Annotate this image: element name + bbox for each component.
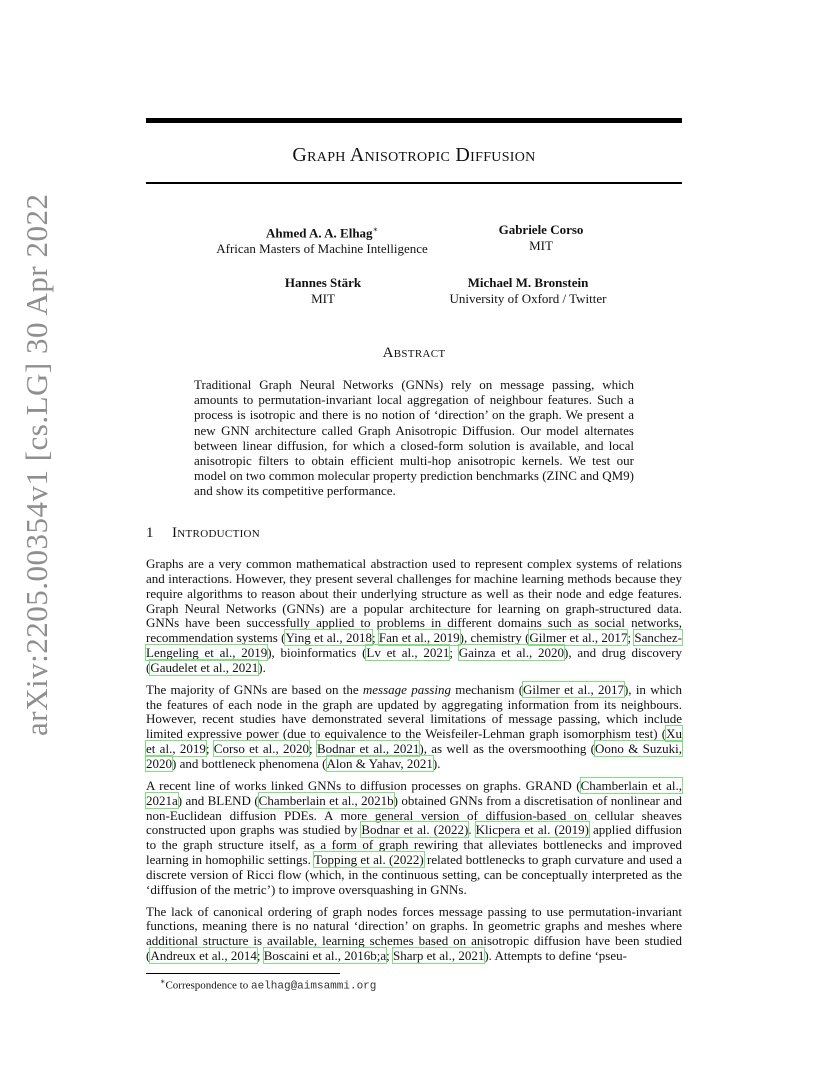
intro-body xyxy=(146,557,682,971)
author-name: Michael M. Bronstein xyxy=(467,275,589,290)
author-block-4 xyxy=(430,275,626,307)
body-text: ). xyxy=(258,659,266,675)
emphasis-text: message passing xyxy=(362,681,451,697)
author-affiliation: MIT xyxy=(529,238,553,253)
body-text: ), as well as the oversmoothing ( xyxy=(419,741,596,757)
citation-link[interactable]: Boscaini et al., 2016b;a xyxy=(263,948,387,964)
citation-link[interactable]: Topping et al. (2022) xyxy=(313,852,424,868)
citation-link[interactable]: Oono & Suzuki, 2020 xyxy=(146,741,682,771)
citation-link[interactable]: Alon & Yahav, 2021 xyxy=(326,755,433,771)
body-text: ), and drug discovery ( xyxy=(146,645,682,675)
citation-link[interactable]: Lv et al., 2021 xyxy=(366,645,450,661)
section-title: Introduction xyxy=(172,525,261,541)
author-affiliation: African Masters of Machine Intelligence xyxy=(216,241,428,257)
body-text: ; xyxy=(205,741,214,757)
citation-link[interactable]: Corso et al., 2020 xyxy=(213,741,310,757)
title-bottom-rule xyxy=(146,182,682,184)
footnote-mark: ∗ xyxy=(160,977,166,986)
citation-link[interactable]: Gaudelet et al., 2021 xyxy=(150,659,259,675)
body-text: ) and bottleneck phenomena ( xyxy=(172,755,327,771)
body-text: related bottlenecks to graph curvature and used a discrete version of Ricci flow (which, in the continuous setting, can be conceptually interpreted as the ‘diffusion of the metric’) to improve oversquashing in GNNs. xyxy=(146,852,682,897)
section-number: 1 xyxy=(146,525,154,541)
author-block-2 xyxy=(446,222,636,254)
citation-link[interactable]: Xu et al., 2019 xyxy=(146,726,682,757)
author-block-3 xyxy=(240,275,406,307)
footnote-text: Correspondence to xyxy=(165,979,251,992)
citation-link[interactable]: Chamberlain et al., 2021b xyxy=(258,792,394,808)
body-text: ), chemistry ( xyxy=(459,630,530,646)
citation-link[interactable]: Gainza et al., 2020 xyxy=(458,645,565,661)
citation-link[interactable]: Bodnar et al., 2021 xyxy=(316,741,420,757)
section-heading xyxy=(146,525,260,542)
body-text: applied diffusion to the graph structure itself, as a form of graph rewiring that alleviates bottlenecks and improved learning in homophilic settings. xyxy=(146,822,682,868)
author-name: Gabriele Corso xyxy=(498,222,584,237)
footnote-mark: ∗ xyxy=(372,225,378,234)
body-text: The lack of canonical ordering of graph nodes forces message passing to use permutation-invariant functions, meaning there is no natural ‘direction’ on graphs. In geometric graphs and meshes where additional structure is available, learning schemes based on anisotropic diffusion have been studied ( xyxy=(146,903,682,964)
paragraph xyxy=(146,557,682,676)
author-affiliation: MIT xyxy=(311,291,335,306)
paper-title: Graph Anisotropic Diffusion xyxy=(292,144,536,166)
body-text: ) and BLEND ( xyxy=(177,792,259,808)
citation-link[interactable]: Bodnar et al. (2022) xyxy=(361,822,469,838)
footnote-rule xyxy=(146,973,340,974)
paragraph xyxy=(146,683,682,772)
abstract-text: Traditional Graph Neural Networks (GNNs) rely on message passing, which amounts to permutation-invariant local aggregation of neighbour features. Such a process is isotropic and there is no notion of ‘direction’ on the graph. We present a new GNN architecture called Graph Anisotropic Diffusion. Our model alternates between linear diffusion, for which a closed-form solution is available, and local anisotropic filters to obtain efficient multi-hop anisotropic kernels. We test our model on two common molecular property prediction benchmarks (ZINC and QM9) and show its competitive performance. xyxy=(194,377,634,499)
citation-link[interactable]: Andreux et al., 2014 xyxy=(150,948,257,964)
body-text: ; xyxy=(256,948,264,964)
body-text: ; xyxy=(386,948,393,964)
body-text: A recent line of works linked GNNs to diffusion processes on graphs. GRAND ( xyxy=(146,777,581,793)
body-text: ), in which the features of each node in the graph are updated by aggregating information from its neighbours. However, recent studies have demonstrated several limitations of message passing, which include limited expressive power (due to equivalence to the Weisfeiler-Lehman graph isomorphism test) ( xyxy=(146,681,682,742)
paragraph xyxy=(146,779,682,898)
author-name: Ahmed A. A. Elhag xyxy=(266,225,373,241)
abstract-heading: Abstract xyxy=(382,345,446,361)
arxiv-identifier: arXiv:2205.00354v1 [cs.LG] 30 Apr 2022 xyxy=(19,193,54,736)
body-text: mechanism ( xyxy=(450,681,524,697)
body-text: The majority of GNNs are based on the xyxy=(146,681,363,697)
footnote xyxy=(160,977,376,993)
author-name: Hannes Stärk xyxy=(284,275,362,290)
body-text: ). xyxy=(432,755,441,771)
body-text: ) obtained GNNs from a discretisation of nonlinear and non-Euclidean diffusion PDEs. A more general version of diffusion-based on cellular sheaves constructed upon graphs was studied by xyxy=(146,792,682,838)
body-text: ), bioinformatics ( xyxy=(267,645,367,661)
body-text: Graphs are a very common mathematical abstraction used to represent complex systems of relations and interactions. However, they present several challenges for machine learning methods because they require algorithms to reason about their underlying structure as well as their node and edge features. Graph Neural Networks (GNNs) are a popular architecture for learning on graph-structured data. GNNs have been successfully applied to problems in different domains such as social networks, recommendation systems ( xyxy=(146,556,682,646)
author-affiliation: University of Oxford / Twitter xyxy=(449,291,607,306)
citation-link[interactable]: Klicpera et al. (2019) xyxy=(475,822,590,838)
paragraph xyxy=(146,905,682,964)
citation-link[interactable]: Chamberlain et al., 2021a xyxy=(146,777,682,808)
citation-link[interactable]: Ying et al., 2018 xyxy=(285,630,372,646)
citation-link[interactable]: Gilmer et al., 2017 xyxy=(529,630,628,646)
body-text: . xyxy=(468,822,476,838)
body-text: ; xyxy=(309,741,317,757)
citation-link[interactable]: Gilmer et al., 2017 xyxy=(523,681,624,697)
title-top-rule xyxy=(146,118,682,123)
body-text: ; xyxy=(449,645,459,661)
body-text: ; xyxy=(371,630,379,646)
author-block-1 xyxy=(204,222,440,257)
body-text: ; xyxy=(627,630,635,646)
citation-link[interactable]: Fan et al., 2019 xyxy=(378,630,460,646)
citation-link[interactable]: Sanchez-Lengeling et al., 2019 xyxy=(146,630,683,661)
email-link[interactable]: aelhag@aimsammi.org xyxy=(250,980,377,993)
citation-link[interactable]: Sharp et al., 2021 xyxy=(393,948,485,964)
body-text: ). Attempts to define ‘pseu- xyxy=(484,948,627,964)
